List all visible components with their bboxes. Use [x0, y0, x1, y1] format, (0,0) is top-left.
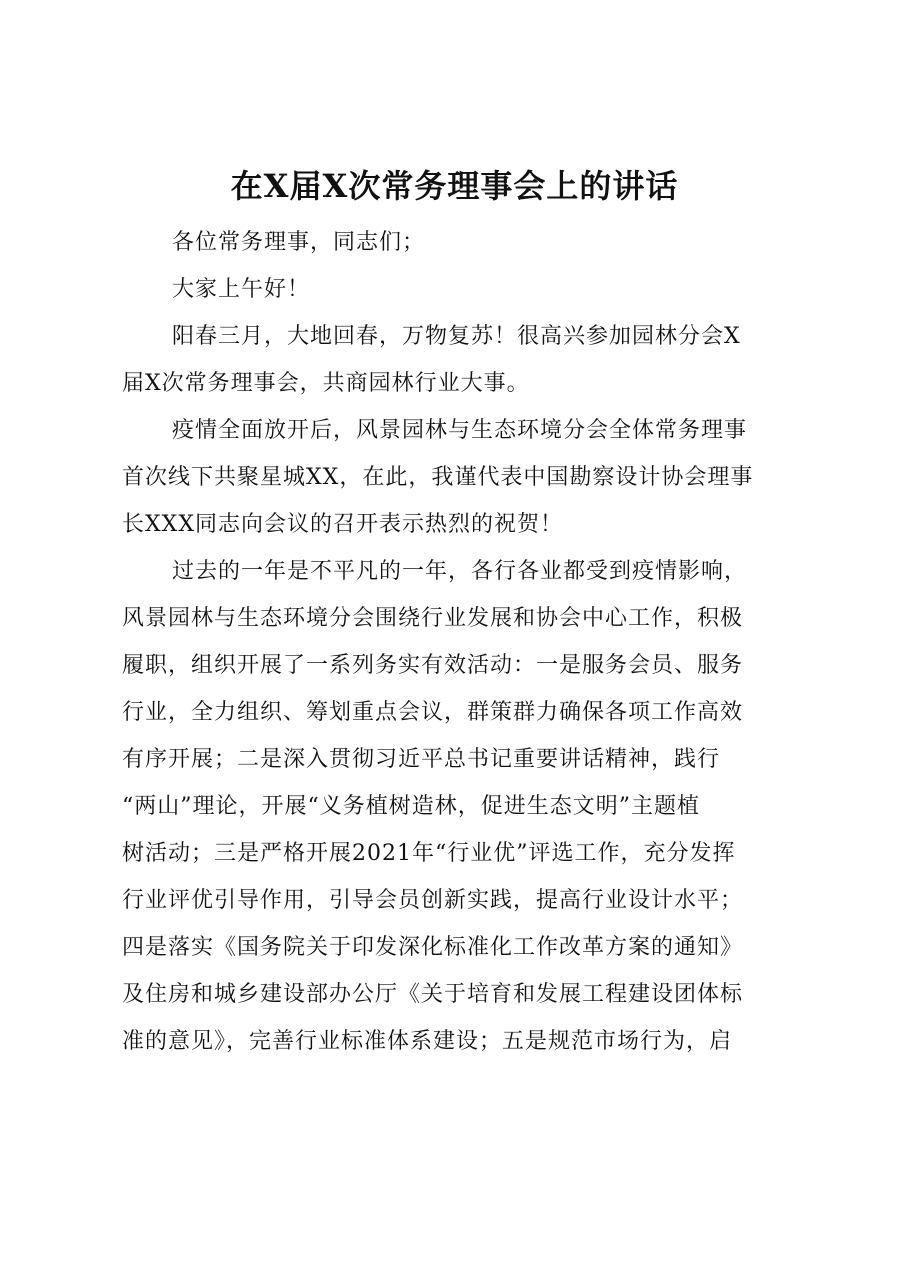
paragraph-congratulations: 疫情全面放开后，风景园林与生态环境分会全体常务理事 首次线下共聚星城XX，在此，我谨代表中国勘察设计协会理事 长XXX同志向会议的召开表示热烈的祝贺！: [122, 418, 754, 537]
document-title: 在X届X次常务理事会上的讲话: [230, 167, 679, 205]
document-body: [122, 219, 794, 1065]
paragraph-review: 过去的一年是不平凡的一年，各行各业都受到疫情影响， 风景园林与生态环境分会围绕行业发展和协会中心工作，积极 履职，组织开展了一系列务实有效活动：一是服务会员、服务 行业，全力组织、筹划重点会议，群策群力确保各项工作高效 有序开展；二是深入贯彻习近平总书记重要讲话精神，践行 “两山”理论，开展“义务植树造林，促进生态文明”主题植 树活动；三是严格开展2021年“行业优”评选工作，充分发挥 行业评优引导作用，引导会员创新实践，提高行业设计水平； 四是落实《国务院关于印发深化标准化工作改革方案的通知》 及住房和城乡建设部办公厅《关于培育和发展工程建设团体标 准的意见》，完善行业标准体系建设；五是规范市场行为，启: [122, 559, 748, 1054]
paragraph-salutation: 各位常务理事，同志们；: [172, 230, 426, 255]
paragraph-opening: 阳春三月，大地回春，万物复苏！很高兴参加园林分会X 届X次常务理事会，共商园林行业大事。: [122, 324, 741, 396]
paragraph-greeting: 大家上午好！: [172, 277, 311, 302]
